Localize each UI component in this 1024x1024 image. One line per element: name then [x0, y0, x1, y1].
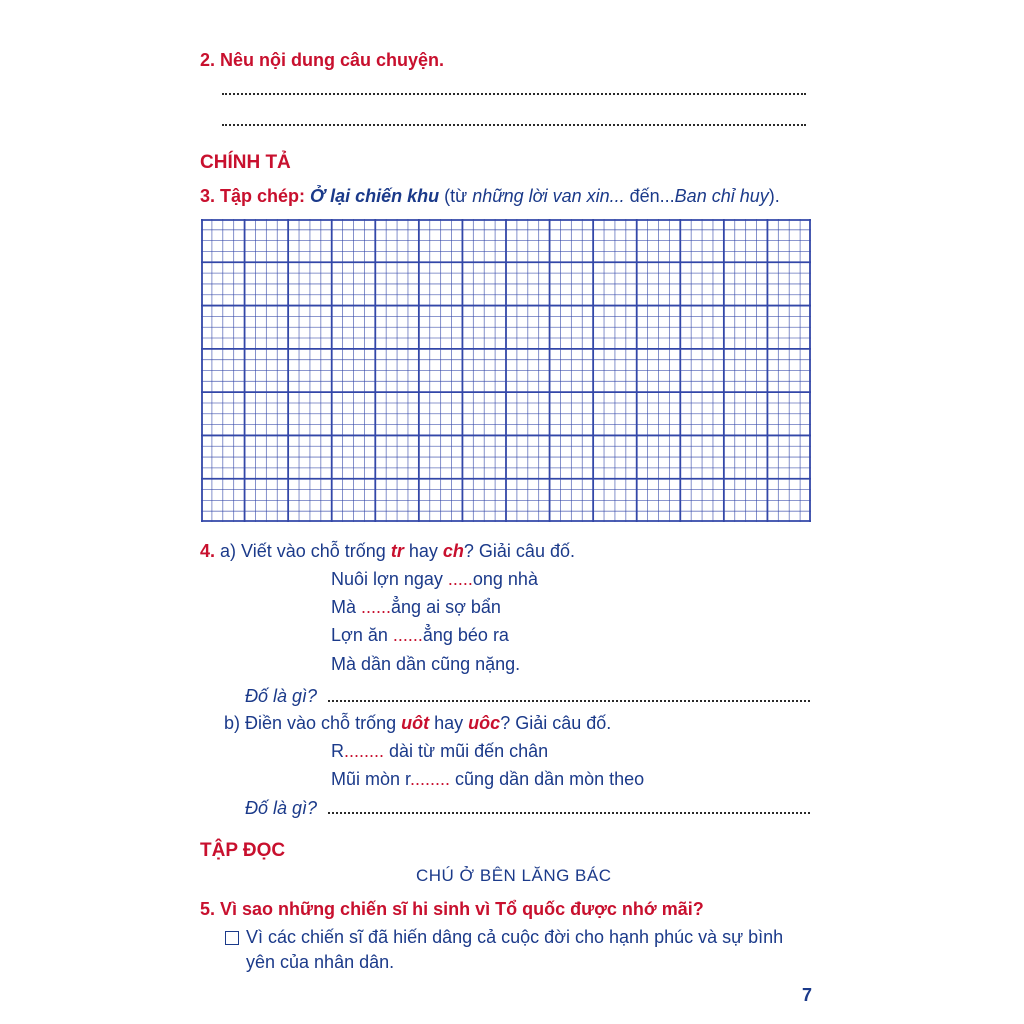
- poem-a-line-4: [331, 654, 520, 675]
- answer-line-1[interactable]: [222, 93, 806, 95]
- question-4-number: 4.: [200, 541, 216, 561]
- question-3-range-start: những lời van xin...: [472, 186, 625, 206]
- section-heading-chinh-ta: CHÍNH TẢ: [200, 152, 291, 173]
- poem-b-line-2: [331, 769, 644, 790]
- poem-b-2-post: cũng dần dần mòn theo: [450, 769, 645, 789]
- poem-a-line-2: [331, 597, 501, 618]
- option-uoc: uôc: [468, 713, 501, 733]
- question-3-mid: đến...: [629, 186, 675, 206]
- option-uot: uôt: [401, 713, 430, 733]
- question-2-title: 2. Nêu nội dung câu chuyện.: [200, 50, 445, 70]
- poem-a-2-pre: Mà: [331, 597, 362, 617]
- riddle-b-answer-label: Đố là gì?: [245, 798, 318, 818]
- question-3-line: [200, 186, 780, 207]
- grid-svg: [201, 219, 811, 522]
- question-3-prefix: 3. Tập chép:: [200, 186, 306, 206]
- poem-b-2-pre: Mũi mòn r: [331, 769, 411, 789]
- poem-a-4-pre: Mà dần dần cũng nặng.: [331, 654, 521, 674]
- question-4b-label: b) Điền vào chỗ trống: [224, 713, 397, 733]
- poem-a-1-pre: Nuôi lợn ngay: [331, 569, 448, 589]
- poem-a-line-3: [331, 625, 509, 646]
- poem-a-2-post: ẳng ai sợ bẩn: [391, 597, 501, 617]
- blank-a-2[interactable]: ......: [361, 597, 392, 617]
- question-4b-hay: hay: [434, 713, 464, 733]
- poem-a-line-1: [331, 569, 538, 590]
- section-heading-tap-doc: TẬP ĐỌC: [200, 840, 286, 861]
- riddle-b-answer-line[interactable]: [328, 812, 810, 814]
- option-tr: tr: [390, 541, 404, 561]
- option-ch: ch: [442, 541, 464, 561]
- page-number: 7: [802, 985, 813, 1005]
- question-4a-tail: ? Giải câu đố.: [463, 541, 575, 561]
- option-1-line-1: Vì các chiến sĩ đã hiến dâng cả cuộc đời cho hạnh phúc và sự bình: [246, 927, 784, 947]
- riddle-a-answer-label: Đố là gì?: [245, 686, 318, 706]
- question-4a-hay: hay: [408, 541, 438, 561]
- blank-b-2[interactable]: ........: [410, 769, 451, 789]
- poem-b-1-post: dài từ mũi đến chân: [384, 741, 549, 761]
- poem-a-3-pre: Lợn ăn: [331, 625, 393, 645]
- question-4b-tail: ? Giải câu đố.: [500, 713, 612, 733]
- question-4a-line: [200, 541, 575, 562]
- poem-b-line-1: [331, 741, 548, 762]
- blank-b-1[interactable]: ........: [344, 741, 385, 761]
- question-3-close: ).: [768, 186, 780, 206]
- poem-a-3-post: ẳng béo ra: [422, 625, 509, 645]
- answer-line-2[interactable]: [222, 124, 806, 126]
- riddle-a-answer-line[interactable]: [328, 700, 810, 702]
- question-3-open: (từ: [444, 186, 468, 206]
- poem-a-1-post: ong nhà: [472, 569, 538, 589]
- handwriting-grid[interactable]: [201, 219, 811, 522]
- blank-a-1[interactable]: .....: [447, 569, 473, 589]
- blank-a-3[interactable]: ......: [392, 625, 423, 645]
- question-5-title: 5. Vì sao những chiến sĩ hi sinh vì Tổ quốc được nhớ mãi?: [200, 899, 704, 919]
- option-1-checkbox[interactable]: [225, 931, 239, 945]
- question-4b-line: [224, 713, 611, 734]
- option-1-line-2: yên của nhân dân.: [246, 952, 395, 972]
- reading-title: CHÚ Ở BÊN LĂNG BÁC: [416, 866, 612, 885]
- question-3-title: Ở lại chiến khu: [310, 186, 440, 206]
- question-4a-label: a) Viết vào chỗ trống: [220, 541, 386, 561]
- question-3-range-end: Ban chỉ huy: [674, 186, 769, 206]
- poem-b-1-pre: R: [331, 741, 344, 761]
